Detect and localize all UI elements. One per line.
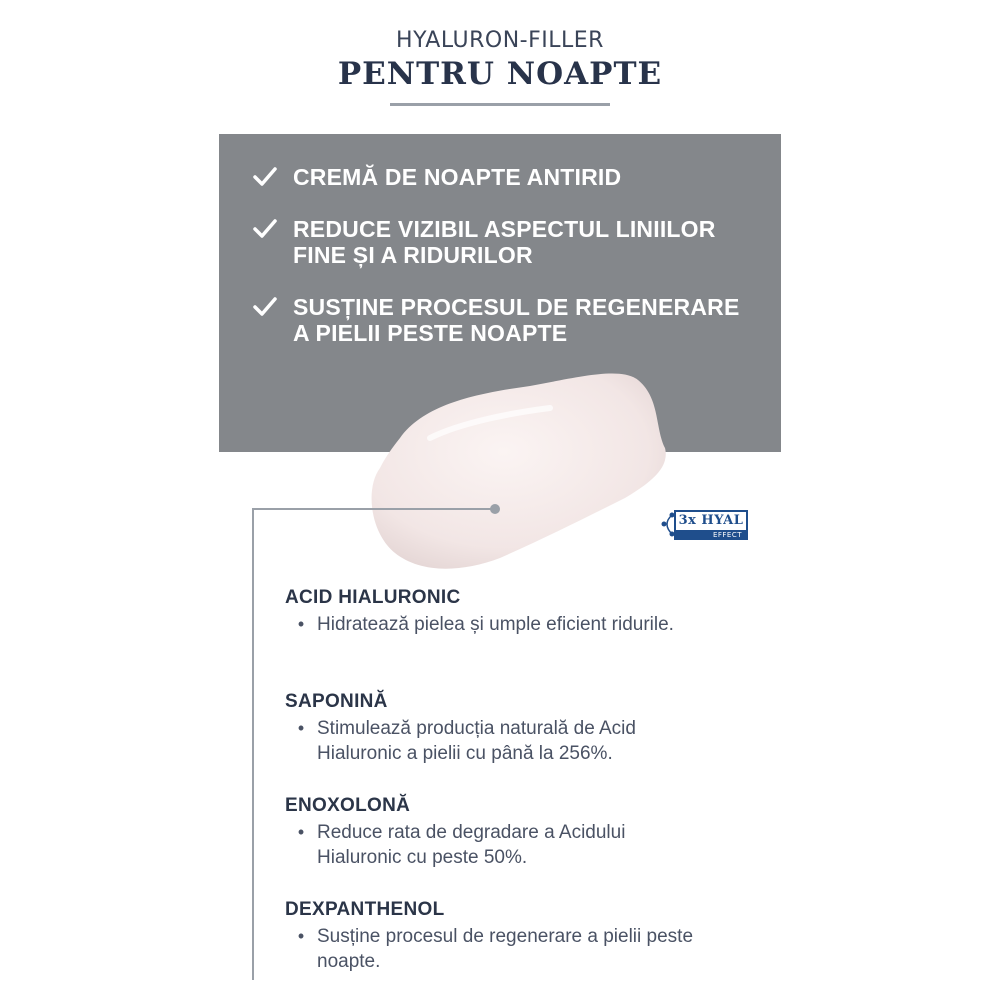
badge-sub-text: EFFECT (674, 530, 748, 540)
claim-text: REDUCE VIZIBIL ASPECTUL LINIILOR FINE ȘI A RIDURILOR (293, 216, 716, 268)
callout-line (252, 508, 254, 980)
claim-text: SUSȚINE PROCESUL DE REGENERARE A PIELII PESTE NOAPTE (293, 294, 740, 346)
claim-item (251, 216, 751, 268)
check-icon (251, 214, 279, 242)
claim-text: CREMĂ DE NOAPTE ANTIRID (293, 164, 622, 190)
ingredient-name: SAPONINĂ (285, 691, 388, 712)
claim-item (251, 164, 751, 190)
bullet-icon: • (297, 822, 305, 842)
ingredient-description: Hidratează pielea și umple eficient ridurile. (317, 614, 674, 635)
ingredient-description: Reduce rata de degradare a Acidului Hialuronic cu peste 50%. (317, 822, 626, 868)
ingredient-name: ENOXOLONĂ (285, 795, 411, 816)
bullet-icon: • (297, 614, 305, 634)
cream-swatch-image (370, 368, 670, 588)
product-title: PENTRU NOAPTE (337, 56, 663, 92)
ingredient-name: ACID HIALURONIC (285, 587, 461, 608)
badge-main-text: 3x HYAL (674, 510, 748, 530)
bullet-icon: • (297, 926, 305, 946)
title-underline (390, 103, 610, 106)
callout-dot (490, 504, 500, 514)
ingredient-block (285, 898, 735, 974)
check-icon (251, 162, 279, 190)
check-icon (251, 292, 279, 320)
product-subtitle: HYALURON-FILLER (396, 28, 604, 53)
ingredient-description: Susține procesul de regenerare a pielii peste noapte. (317, 926, 694, 972)
ingredient-block (285, 794, 735, 870)
ingredient-block (285, 586, 735, 637)
ingredient-description: Stimulează producția naturală de Acid Hialuronic a pielii cu până la 256%. (317, 718, 636, 764)
bullet-icon: • (297, 718, 305, 738)
callout-line (252, 508, 494, 510)
hyal-effect-badge (660, 510, 748, 540)
ingredient-name: DEXPANTHENOL (285, 899, 445, 920)
ingredient-block (285, 690, 735, 766)
claim-item (251, 294, 751, 346)
